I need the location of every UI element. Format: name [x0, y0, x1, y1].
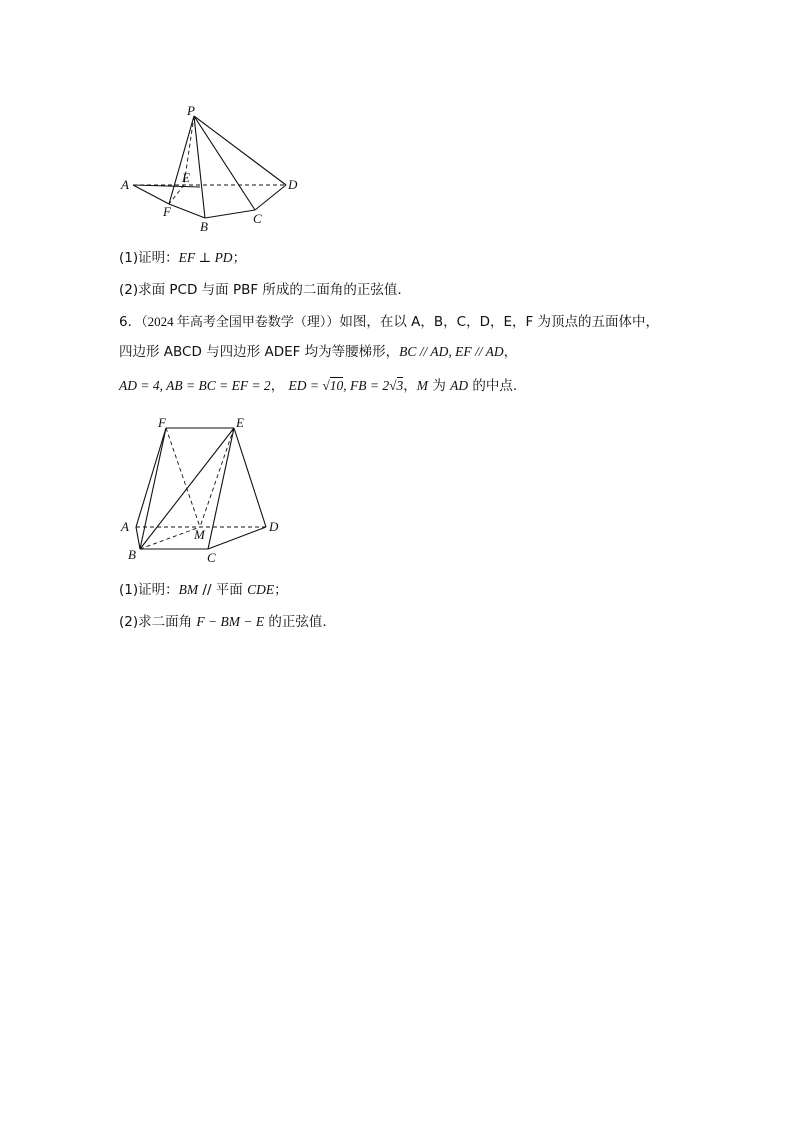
q5-part1-suffix: ；: [232, 250, 247, 266]
q6-part2: [119, 612, 327, 632]
q6-intro: 如图，在以 A，B，C，D，E，F 为顶点的五面体中，: [339, 314, 660, 330]
q6-fb-label: , FB = 2: [343, 378, 390, 393]
q6-sep2: ，: [403, 378, 417, 394]
label-D: D: [288, 177, 298, 192]
q6-number: 6．: [119, 314, 142, 330]
q6-line2-math: BC // AD, EF // AD: [399, 344, 504, 359]
q6-sep1: ，: [270, 378, 285, 394]
edge-PD: [194, 116, 286, 185]
q6-line2-text: 四边形 ABCD 与四边形 ADEF 均为等腰梯形，: [119, 344, 400, 360]
edge-EC: [208, 428, 234, 549]
q6-part1-suffix: ；: [274, 582, 288, 598]
edge-ED: [234, 428, 266, 527]
edge-FB: [140, 428, 166, 549]
label-D: D: [269, 519, 279, 534]
label-P: P: [187, 103, 195, 118]
edge-FB: [169, 204, 205, 218]
label-C: C: [207, 550, 216, 565]
edge-PF: [169, 116, 194, 204]
q6-m-var: M: [416, 378, 429, 393]
edge-AF: [133, 185, 169, 204]
q5-part1: [119, 248, 246, 268]
label-E: E: [182, 170, 190, 185]
edge-EM: [200, 428, 234, 527]
q6-line2-end: ，: [503, 344, 518, 360]
q6-source: （2024 年高考全国甲卷数学（理））: [141, 314, 340, 329]
edge-CD: [208, 527, 266, 549]
q5-part2-text: (2)求面 PCD 与面 PBF 所成的二面角的正弦值.: [119, 282, 402, 298]
q6-mid-text1: 为: [428, 378, 451, 394]
q6-part1-math: BM: [178, 582, 199, 597]
q6-part2-suffix: 的正弦值.: [264, 614, 327, 630]
q6-part1-math2: CDE: [247, 582, 275, 597]
label-F: F: [163, 204, 171, 219]
pentahedron-diagram: [110, 412, 300, 567]
q6-fb-radicand: 3: [396, 378, 404, 393]
q6-part2-math: F − BM − E: [196, 614, 265, 629]
figure-pentahedron: [110, 412, 300, 567]
q6-mid-text2: 的中点.: [468, 378, 518, 394]
q6-part2-prefix: (2)求二面角: [119, 614, 197, 630]
sqrt-symbol-icon: √: [322, 378, 330, 393]
edge-EB: [140, 428, 234, 549]
label-M: M: [194, 527, 205, 542]
edge-BC: [205, 210, 255, 218]
q6-ed-label: ED =: [288, 378, 323, 393]
label-A: A: [121, 519, 129, 534]
label-A: A: [121, 177, 129, 192]
q6-part1-prefix: (1)证明：: [119, 582, 179, 598]
label-F: F: [158, 415, 166, 430]
q6-part1-mid: // 平面: [198, 582, 248, 598]
pyramid-diagram: [110, 98, 310, 238]
label-E: E: [236, 415, 244, 430]
q6-line2: [119, 342, 517, 362]
label-B: B: [128, 547, 136, 562]
q6-line3-math1: AD = 4, AB = BC = EF = 2: [119, 378, 271, 393]
q5-part2: [119, 280, 402, 300]
label-C: C: [253, 211, 262, 226]
q5-part1-prefix: (1)证明：: [119, 250, 179, 266]
q6-ad-var: AD: [450, 378, 469, 393]
sqrt-symbol-icon: √: [389, 378, 397, 393]
q6-line3: [119, 376, 517, 396]
q6-part1: [119, 580, 288, 600]
q6-ed-radicand: 10: [329, 378, 344, 393]
edge-AB: [136, 527, 140, 549]
figure-pyramid: [110, 98, 310, 238]
label-B: B: [200, 219, 208, 234]
edge-CD: [255, 185, 286, 210]
q5-part1-math: EF ⊥ PD: [178, 250, 233, 265]
edge-FA: [136, 428, 166, 527]
q6-line1: [119, 312, 659, 332]
